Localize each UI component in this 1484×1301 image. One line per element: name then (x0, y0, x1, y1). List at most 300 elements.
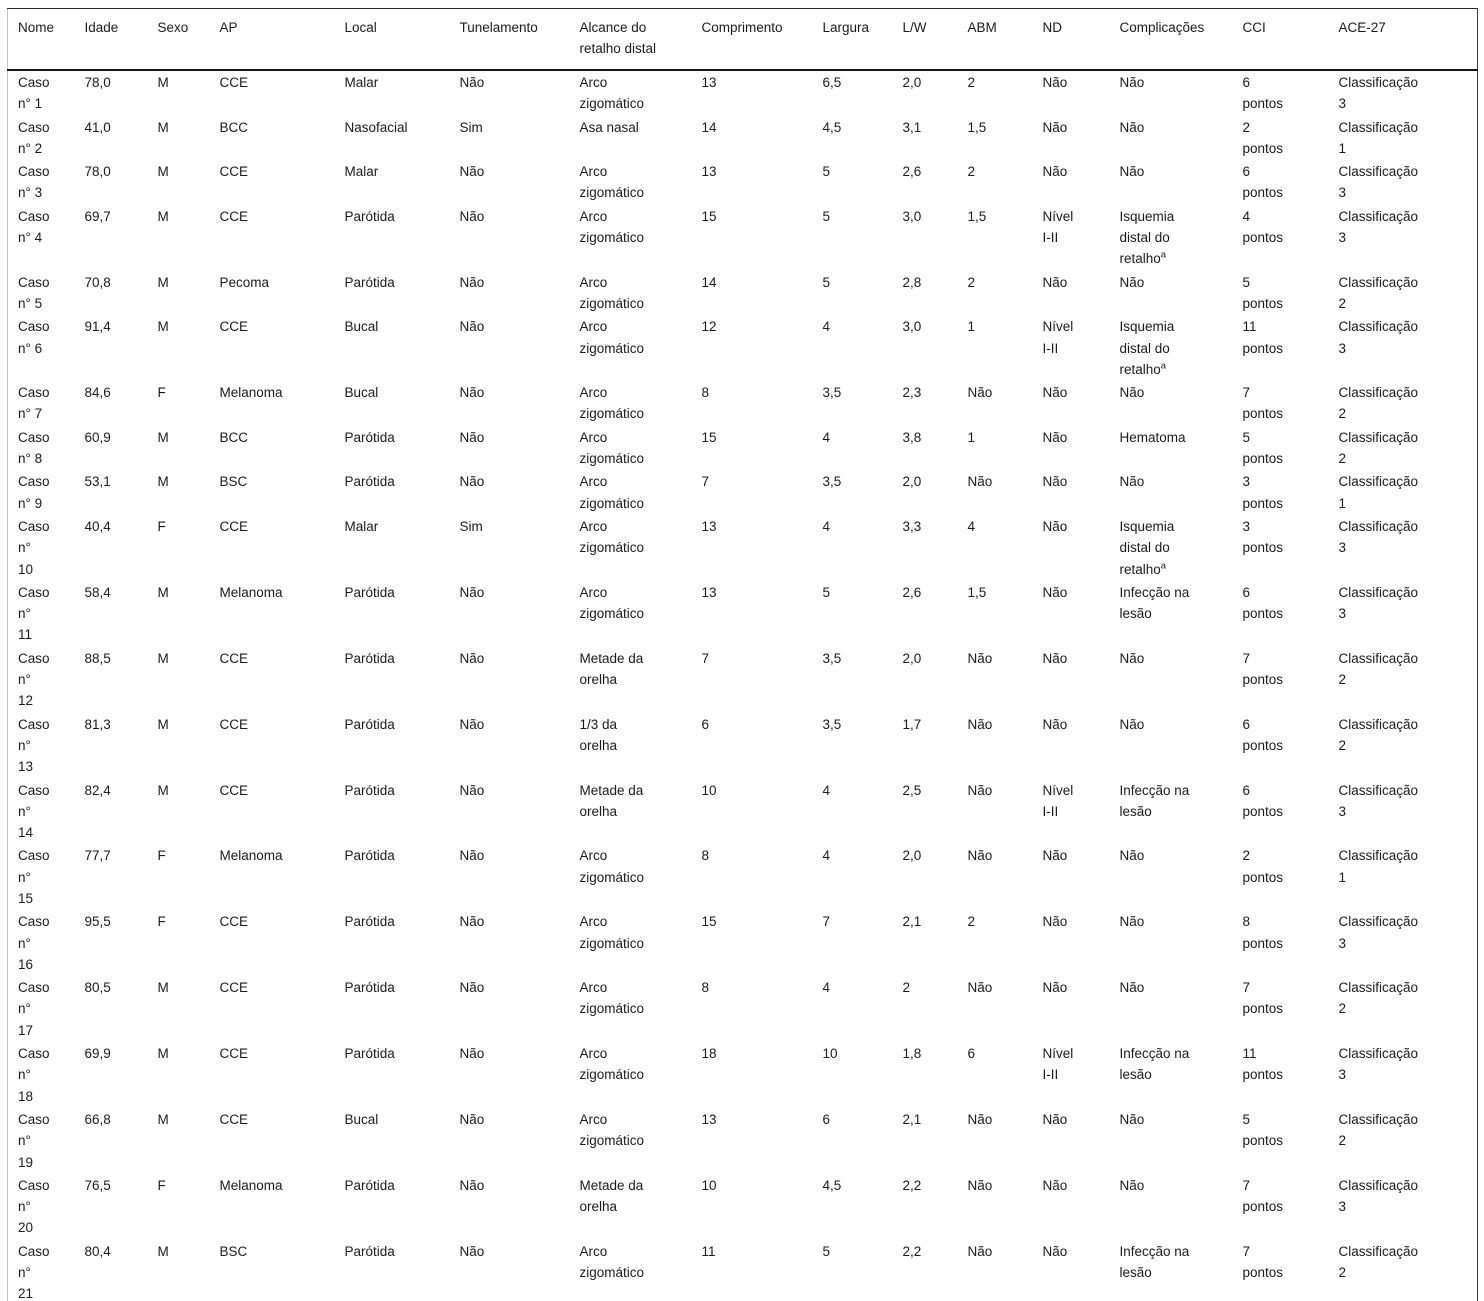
table-cell: M (157, 319, 169, 335)
table-cell: Parótida (344, 1177, 395, 1193)
table-cell: M (157, 782, 169, 798)
table-cell: M (157, 474, 169, 490)
table-cell: 70,8 (84, 274, 111, 290)
table-cell: 2,1 (902, 914, 922, 930)
table-row (8, 426, 1478, 471)
table-cell: M (157, 429, 169, 445)
table-cell: Não (459, 385, 485, 401)
table-cell: Parótida (344, 274, 395, 290)
table-cell: Classificação 3 (1338, 584, 1419, 622)
table-row (8, 381, 1478, 426)
table-cell: 7 (701, 650, 710, 666)
table-cell: Não (1042, 716, 1068, 732)
table-cell: 91,4 (84, 319, 111, 335)
table-cell: Parótida (344, 980, 395, 996)
column-header: ND (1043, 9, 1120, 71)
table-cell: 2,6 (902, 164, 922, 180)
table-cell: 6 (967, 1046, 976, 1062)
table-cell: Caso n° 4 (18, 208, 50, 246)
table-cell: 2,0 (902, 474, 922, 490)
table-row (8, 315, 1478, 381)
table-row (8, 70, 1478, 116)
table-cell: Bucal (344, 319, 379, 335)
table-cell: Não (1042, 518, 1068, 534)
table-cell: Classificação 1 (1338, 119, 1419, 156)
table-cell: Metade da orelha (579, 1177, 644, 1215)
table-cell: Não (1119, 274, 1145, 290)
table-cell: BCC (219, 429, 249, 445)
table-cell: Melanoma (219, 848, 283, 864)
table-cell: Arco zigomático (579, 319, 645, 356)
table-cell: 15 (701, 208, 717, 224)
table-cell: Caso n° 6 (18, 319, 50, 356)
table-cell: Parótida (344, 650, 395, 666)
table-cell: Não (1042, 848, 1068, 864)
table-cell: Parótida (344, 584, 395, 600)
table-cell: 2,0 (902, 75, 922, 90)
table-cell: Caso n° 5 (18, 274, 50, 311)
table-cell: Classificação 2 (1338, 1111, 1419, 1149)
table-cell: 77,7 (84, 848, 111, 864)
footnote-marker: a (1160, 249, 1167, 261)
table-cell: 4 (822, 518, 831, 534)
table-cell: Não (1042, 980, 1068, 996)
table-cell: 14 (701, 274, 717, 290)
table-cell: Isquemia distal do retalho$^a$ (1119, 319, 1175, 377)
table-cell: F (157, 518, 166, 534)
table-row (8, 515, 1478, 581)
column-header: Nome (8, 9, 85, 71)
table-cell: CCE (219, 164, 249, 180)
table-cell: 82,4 (84, 782, 111, 798)
table-cell: Classificação 2 (1338, 274, 1419, 311)
table-cell: 14 (701, 119, 717, 135)
table-cell: 11 (701, 1243, 716, 1259)
table-cell: Metade da orelha (579, 650, 644, 688)
table-cell: 4 (967, 518, 976, 534)
table-cell: 88,5 (84, 650, 111, 666)
table-cell: Melanoma (219, 584, 283, 600)
table-cell: Melanoma (219, 1177, 283, 1193)
table-row (8, 470, 1478, 515)
table-cell: 7 pontos (1242, 1243, 1284, 1281)
table-cell: 3,8 (902, 429, 922, 445)
table-cell: 3,5 (822, 650, 842, 666)
table-cell: 2,6 (902, 584, 922, 600)
table-row (8, 1042, 1478, 1108)
table-cell: Parótida (344, 474, 395, 490)
table-cell: Classificação 3 (1338, 914, 1419, 951)
table-cell: Não (1119, 164, 1145, 180)
table-cell: Isquemia distal do retalho$^a$ (1119, 208, 1175, 267)
table-cell: 6 (701, 716, 710, 732)
table-cell: Não (967, 385, 993, 401)
table-cell: Caso n° 15 (18, 848, 50, 906)
table-row (8, 844, 1478, 910)
table-cell: Não (459, 848, 485, 864)
table-cell: Não (459, 429, 485, 445)
table-cell: Classificação 3 (1338, 319, 1419, 356)
table-cell: 6 (822, 1111, 831, 1127)
table-cell: Não (1042, 1243, 1068, 1259)
footnote-marker: a (1160, 560, 1167, 572)
table-cell: Não (459, 319, 485, 335)
table-cell: 11 pontos (1242, 1046, 1284, 1083)
table-cell: Não (459, 474, 485, 490)
table-cell: Bucal (344, 385, 379, 401)
column-header: ABM (968, 9, 1043, 71)
table-cell: 12 (701, 319, 717, 335)
table-cell: Classificação 3 (1338, 1046, 1419, 1083)
table-cell: Malar (344, 75, 379, 90)
table-row (8, 647, 1478, 713)
table-cell: M (157, 980, 169, 996)
table-cell: 5 pontos (1242, 429, 1284, 467)
table-cell: 5 (822, 1243, 831, 1259)
table-cell: Caso n° 16 (18, 914, 50, 972)
table-cell: Não (967, 474, 993, 490)
table-cell: 4,5 (822, 119, 842, 135)
table-cell: 13 (701, 584, 717, 600)
table-cell: Infecção na lesão (1119, 1046, 1190, 1083)
table-cell: Não (459, 164, 485, 180)
table-cell: Asa nasal (579, 119, 639, 135)
table-cell: 10 (701, 1177, 717, 1193)
table-row (8, 581, 1478, 647)
table-cell: Não (1119, 650, 1145, 666)
table-cell: Não (1042, 75, 1068, 90)
table-cell: Caso n° 2 (18, 119, 50, 156)
table-cell: Não (1042, 474, 1068, 490)
table-cell: Não (1119, 1177, 1145, 1193)
table-row (8, 160, 1478, 205)
table-cell: Não (459, 584, 485, 600)
table-cell: Classificação 2 (1338, 385, 1419, 422)
table-cell: 7 pontos (1242, 980, 1284, 1017)
column-header: ACE-27 (1339, 9, 1478, 71)
table-row (8, 779, 1478, 845)
table-cell: 58,4 (84, 584, 111, 600)
table-cell: 5 (822, 584, 831, 600)
table-cell: Arco zigomático (579, 584, 645, 622)
table-cell: 18 (701, 1046, 717, 1062)
table-cell: Não (459, 1046, 485, 1062)
table-cell: Parótida (344, 1243, 395, 1259)
column-header: CCI (1243, 9, 1339, 71)
table-cell: Não (1042, 1177, 1068, 1193)
table-cell: 3,1 (902, 119, 922, 135)
table-cell: CCE (219, 914, 249, 930)
table-cell: 2 pontos (1242, 848, 1284, 885)
table-cell: BSC (219, 474, 248, 490)
table-cell: 5 (822, 164, 831, 180)
table-cell: 4 (822, 319, 831, 335)
table-header (8, 9, 1478, 71)
column-header: Complicações (1120, 9, 1243, 71)
table-cell: 7 pontos (1242, 650, 1284, 688)
table-cell: Não (1119, 119, 1145, 135)
table-cell: 2 (967, 914, 976, 930)
table-cell: 5 (822, 274, 831, 290)
table-cell: Classificação 3 (1338, 782, 1419, 819)
table-cell: F (157, 385, 166, 401)
table-cell: Não (1042, 164, 1068, 180)
table-body (8, 70, 1478, 1301)
footnote-marker: a (1160, 360, 1167, 372)
table-cell: Caso n° 13 (18, 716, 50, 775)
table-cell: 41,0 (84, 119, 111, 135)
table-row (8, 116, 1478, 161)
table-cell: 2,1 (902, 1111, 922, 1127)
table-cell: Não (1119, 914, 1145, 930)
table-cell: Nasofacial (344, 119, 408, 135)
table-cell: Malar (344, 518, 379, 534)
table-cell: Isquemia distal do retalho$^a$ (1119, 518, 1175, 577)
table-cell: 3,0 (902, 319, 922, 335)
table-cell: Arco zigomático (579, 208, 645, 246)
table-cell: 13 (701, 1111, 717, 1127)
table-cell: 4 pontos (1242, 208, 1284, 246)
table-cell: Caso n° 3 (18, 164, 50, 201)
table-cell: 1,5 (967, 208, 987, 224)
table-cell: Parótida (344, 208, 395, 224)
table-cell: Parótida (344, 848, 395, 864)
table-cell: 3,0 (902, 208, 922, 224)
table-cell: Sim (459, 518, 483, 534)
table-cell: 8 pontos (1242, 914, 1284, 951)
table-cell: Classificação 2 (1338, 429, 1419, 467)
table-cell: Infecção na lesão (1119, 584, 1190, 622)
table-cell: 7 pontos (1242, 1177, 1284, 1215)
table-cell: Não (459, 274, 485, 290)
table-cell: Classificação 2 (1338, 650, 1419, 688)
table-cell: Caso n° 8 (18, 429, 50, 467)
table-cell: BSC (219, 1243, 248, 1259)
table-cell: Classificação 2 (1338, 1243, 1419, 1281)
table-cell: Não (459, 980, 485, 996)
table-cell: Bucal (344, 1111, 379, 1127)
column-header: L/W (903, 9, 968, 71)
table-cell: 8 (701, 980, 710, 996)
table-cell: 40,4 (84, 518, 111, 534)
table-cell: 13 (701, 164, 717, 180)
table-cell: M (157, 716, 169, 732)
table-cell: 6 pontos (1242, 584, 1284, 622)
table-cell: Arco zigomático (579, 1046, 645, 1083)
table-cell: 78,0 (84, 75, 111, 90)
table-cell: Classificação 2 (1338, 980, 1419, 1017)
table-cell: Hematoma (1119, 429, 1186, 445)
table-cell: 3 pontos (1242, 518, 1284, 556)
table-cell: M (157, 119, 169, 135)
table-cell: 3 pontos (1242, 474, 1284, 511)
table-cell: Não (967, 848, 993, 864)
table-cell: Classificação 3 (1338, 518, 1419, 556)
table-cell: M (157, 1243, 169, 1259)
table-cell: 3,5 (822, 385, 842, 401)
table-cell: Não (967, 1111, 993, 1127)
table-cell: Classificação 3 (1338, 1177, 1419, 1215)
table-cell: 3,5 (822, 716, 842, 732)
table-cell: 15 (701, 429, 717, 445)
table-cell: 2,3 (902, 385, 922, 401)
table-cell: 81,3 (84, 716, 111, 732)
table-cell: 2,2 (902, 1177, 922, 1193)
table-cell: 4,5 (822, 1177, 842, 1193)
table-cell: CCE (219, 319, 249, 335)
table-cell: Não (459, 650, 485, 666)
table-cell: 1,8 (902, 1046, 922, 1062)
table-cell: CCE (219, 980, 249, 996)
table-cell: Não (1119, 1111, 1145, 1127)
table-cell: M (157, 650, 169, 666)
column-header: Sexo (158, 9, 220, 71)
table-cell: Parótida (344, 429, 395, 445)
table-cell: Não (1119, 474, 1145, 490)
table-cell: 2,2 (902, 1243, 922, 1259)
table-cell: Não (1042, 385, 1068, 401)
table-cell: M (157, 274, 169, 290)
table-cell: F (157, 1177, 166, 1193)
table-row (8, 1240, 1478, 1301)
table-row (8, 713, 1478, 779)
table-row (8, 910, 1478, 976)
column-header: Largura (823, 9, 903, 71)
table-cell: M (157, 1046, 169, 1062)
table-cell: Não (459, 914, 485, 930)
table-cell: Não (1119, 980, 1145, 996)
table-cell: Parótida (344, 914, 395, 930)
table-cell: Não (459, 75, 485, 90)
table-cell: 69,9 (84, 1046, 111, 1062)
table-cell: 69,7 (84, 208, 111, 224)
table-cell: 7 pontos (1242, 385, 1284, 422)
table-cell: M (157, 584, 169, 600)
table-cell: Classificação 1 (1338, 474, 1419, 511)
table-cell: 10 (822, 1046, 838, 1062)
table-cell: Nível I-II (1042, 782, 1074, 819)
column-header: Alcance do retalho distal (580, 9, 702, 71)
table-cell: 4 (822, 848, 831, 864)
table-cell: Caso n° 12 (18, 650, 50, 709)
cases-table (7, 8, 1478, 1301)
table-cell: Classificação 3 (1338, 75, 1419, 112)
table-cell: 11 pontos (1242, 319, 1284, 356)
table-cell: Não (1042, 584, 1068, 600)
table-cell: 80,4 (84, 1243, 111, 1259)
table-cell: Caso n° 1 (18, 75, 50, 112)
table-cell: 3,3 (902, 518, 922, 534)
table-cell: Sim (459, 119, 483, 135)
table-cell: 7 (822, 914, 831, 930)
table-cell: 2 (967, 274, 976, 290)
table-cell: 15 (701, 914, 717, 930)
table-cell: Não (1119, 716, 1145, 732)
table-row (8, 1108, 1478, 1174)
table-cell: 6 pontos (1242, 164, 1284, 201)
table-cell: Caso n° 18 (18, 1046, 50, 1104)
table-cell: 84,6 (84, 385, 111, 401)
table-cell: Classificação 3 (1338, 164, 1419, 201)
table-cell: 4 (822, 429, 831, 445)
table-cell: 5 (822, 208, 831, 224)
table-cell: Parótida (344, 716, 395, 732)
table-cell: 5 pontos (1242, 274, 1284, 311)
table-cell: Não (967, 1177, 993, 1193)
table-cell: Não (1042, 1111, 1068, 1127)
table-cell: Arco zigomático (579, 274, 645, 311)
table-cell: 78,0 (84, 164, 111, 180)
table-row (8, 1174, 1478, 1240)
table-cell: 5 pontos (1242, 1111, 1284, 1149)
table-cell: Caso n° 14 (18, 782, 50, 841)
table-cell: 4 (822, 980, 831, 996)
table-cell: Não (459, 1177, 485, 1193)
table-cell: CCE (219, 650, 249, 666)
table-cell: Metade da orelha (579, 782, 644, 819)
table-cell: Classificação 2 (1338, 716, 1419, 753)
table-cell: 1,5 (967, 119, 987, 135)
table-cell: Classificação 3 (1338, 208, 1419, 246)
table-cell: Arco zigomático (579, 518, 645, 556)
table-cell: 2 pontos (1242, 119, 1284, 156)
table-cell: 7 (701, 474, 710, 490)
table-cell: Classificação 1 (1338, 848, 1419, 885)
table-cell: CCE (219, 716, 249, 732)
table-cell: Arco zigomático (579, 980, 645, 1017)
table-row (8, 976, 1478, 1042)
table-cell: M (157, 164, 169, 180)
table-cell: Nível I-II (1042, 319, 1074, 356)
table-cell: CCE (219, 518, 249, 534)
table-cell: BCC (219, 119, 249, 135)
table-cell: 3,5 (822, 474, 842, 490)
table-cell: 1 (967, 429, 976, 445)
table-cell: Malar (344, 164, 379, 180)
table-cell: Caso n° 20 (18, 1177, 50, 1236)
table-cell: 2 (967, 164, 976, 180)
table-cell: Não (967, 782, 993, 798)
table-cell: Parótida (344, 1046, 395, 1062)
table-cell: Arco zigomático (579, 474, 645, 511)
table-cell: Não (1042, 914, 1068, 930)
table-cell: Caso n° 21 (18, 1243, 50, 1301)
table-row (8, 271, 1478, 316)
table-cell: 6 pontos (1242, 782, 1284, 819)
table-cell: 2,0 (902, 650, 922, 666)
table-cell: 2 (902, 980, 911, 996)
column-header: AP (220, 9, 345, 71)
table-cell: Não (1042, 650, 1068, 666)
table-cell: 6 pontos (1242, 716, 1284, 753)
table-cell: 1 (967, 319, 976, 335)
table-cell: 66,8 (84, 1111, 111, 1127)
table-cell: Não (459, 1243, 485, 1259)
table-cell: Não (459, 782, 485, 798)
table-cell: Não (1042, 429, 1068, 445)
table-cell: 53,1 (84, 474, 111, 490)
table-cell: 10 (701, 782, 717, 798)
table-cell: Nível I-II (1042, 208, 1074, 246)
table-cell: Arco zigomático (579, 848, 645, 885)
table-cell: Não (1119, 848, 1145, 864)
table-cell: 13 (701, 518, 717, 534)
column-header: Comprimento (702, 9, 823, 71)
table-cell: Não (459, 1111, 485, 1127)
header-row (8, 9, 1478, 71)
column-header: Tunelamento (460, 9, 580, 71)
table-cell: 60,9 (84, 429, 111, 445)
